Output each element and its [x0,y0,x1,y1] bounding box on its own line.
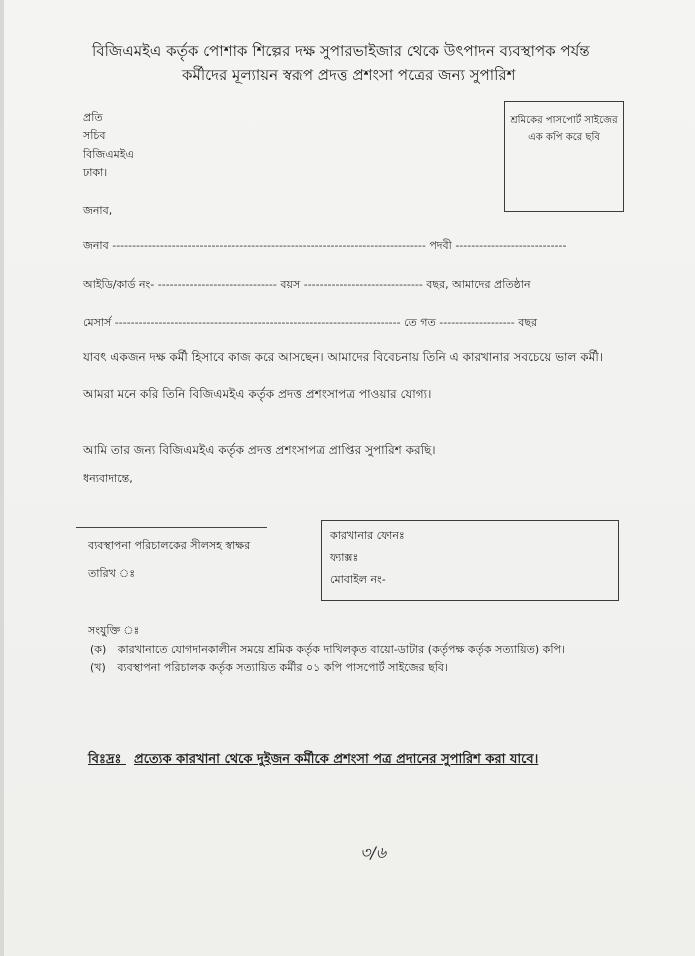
date-label: তারিখ ঃ [88,567,136,580]
footer-note [88,750,538,771]
signature-line [76,527,267,528]
attachment-item [90,659,448,678]
scan-edge [0,0,4,956]
years2-label: বছর [518,316,538,329]
designation-label: পদবী [429,239,452,252]
closing: ধন্যবাদান্তে, [83,472,133,485]
since-dashes: ------------------- [439,316,515,329]
note-text: প্রত্যেক কারখানা থেকে দুইজন কর্মীকে প্রশংসা পত্র প্রদানের সুপারিশ করা যাবে। [134,752,539,767]
attachment-text: ব্যবস্থাপনা পরিচালক কর্তৃক সত্যায়িত কর্মীর ০১ কপি পাসপোর্ট সাইজের ছবি। [117,661,448,674]
recipient-designation: সচিব [83,129,106,142]
recipient-to: প্রতি [83,111,103,124]
attachment-text: কারখানাতে যোগদানকালীন সময়ে শ্রমিক কর্তৃক দাখিলকৃত বায়ো-ডাটার (কর্তৃপক্ষ কর্তৃক সত্যায়িত) কপি। [117,643,565,656]
contact-phone: কারখানার ফোনঃ [330,529,405,542]
body-paragraph-3: আমি তার জন্য বিজিএমইএ কর্তৃক প্রদত্ত প্রশংসাপত্র প্রাপ্তির সুপারিশ করছি। [83,443,436,457]
body-paragraph-1: যাবৎ একজন দক্ষ কর্মী হিসাবে কাজ করে আসছেন। আমাদের বিবেচনায় তিনি এ কারখানার সবচেয়ে ভাল কর্মী। [83,350,604,364]
salutation: জনাব, [83,204,113,217]
id-label: আইডি/কার্ড নং- [83,278,155,291]
attachment-item [90,641,565,660]
years-label: বছর, আমাদের প্রতিষ্ঠান [426,278,531,291]
attachment-marker: (ক) [90,643,107,656]
body-paragraph-2: আমরা মনে করি তিনি বিজিএমইএ কর্তৃক প্রদত্ত প্রশংসাপত্র পাওয়ার যোগ্য। [83,387,432,401]
age-label: বয়স [280,278,301,291]
name-label: জনাব [83,239,109,252]
title-line-2: কর্মীদের মূল্যায়ন স্বরূপ প্রদত্ত প্রশংসা পত্রের জন্য সুপারিশ [182,66,516,84]
form-line-id [83,276,531,295]
contact-fax: ফ্যাক্সঃ [330,551,359,564]
id-dashes: ------------------------------ [157,278,277,291]
photo-box-text: শ্রমিকের পাসপোর্ট সাইজের এক কপি করে ছবি [510,115,618,143]
form-line-messrs [83,314,537,333]
contact-mobile: মোবাইল নং- [330,573,386,586]
designation-dashes: ---------------------------- [455,239,567,252]
messrs-dashes: ------------------------------------------------------------------------ [114,316,401,329]
contact-box [321,520,619,601]
attachment-marker: (খ) [90,661,106,674]
attachments-heading: সংযুক্তি ঃ [88,624,140,637]
recipient-org: বিজিএমইএ [83,148,134,161]
note-label: বিঃদ্রঃ [88,752,122,767]
signature-label: ব্যবস্থাপনা পরিচালকের সীলসহ স্বাক্ষর [88,539,251,552]
recipient-city: ঢাকা। [83,166,108,179]
photo-box [504,101,624,212]
name-dashes: ------------------------------------------------------------------------------- [112,239,426,252]
age-dashes: ------------------------------ [303,278,423,291]
messrs-label: মেসার্স [83,316,112,329]
page-mark: ৩/৬ [360,843,387,862]
title-line-1: বিজিএমইএ কর্তৃক পোশাক শিল্পের দক্ষ সুপারভাইজার থেকে উৎপাদন ব্যবস্থাপক পর্যন্ত [92,42,590,60]
form-line-name [83,237,566,256]
since-label: তে গত [404,316,436,329]
